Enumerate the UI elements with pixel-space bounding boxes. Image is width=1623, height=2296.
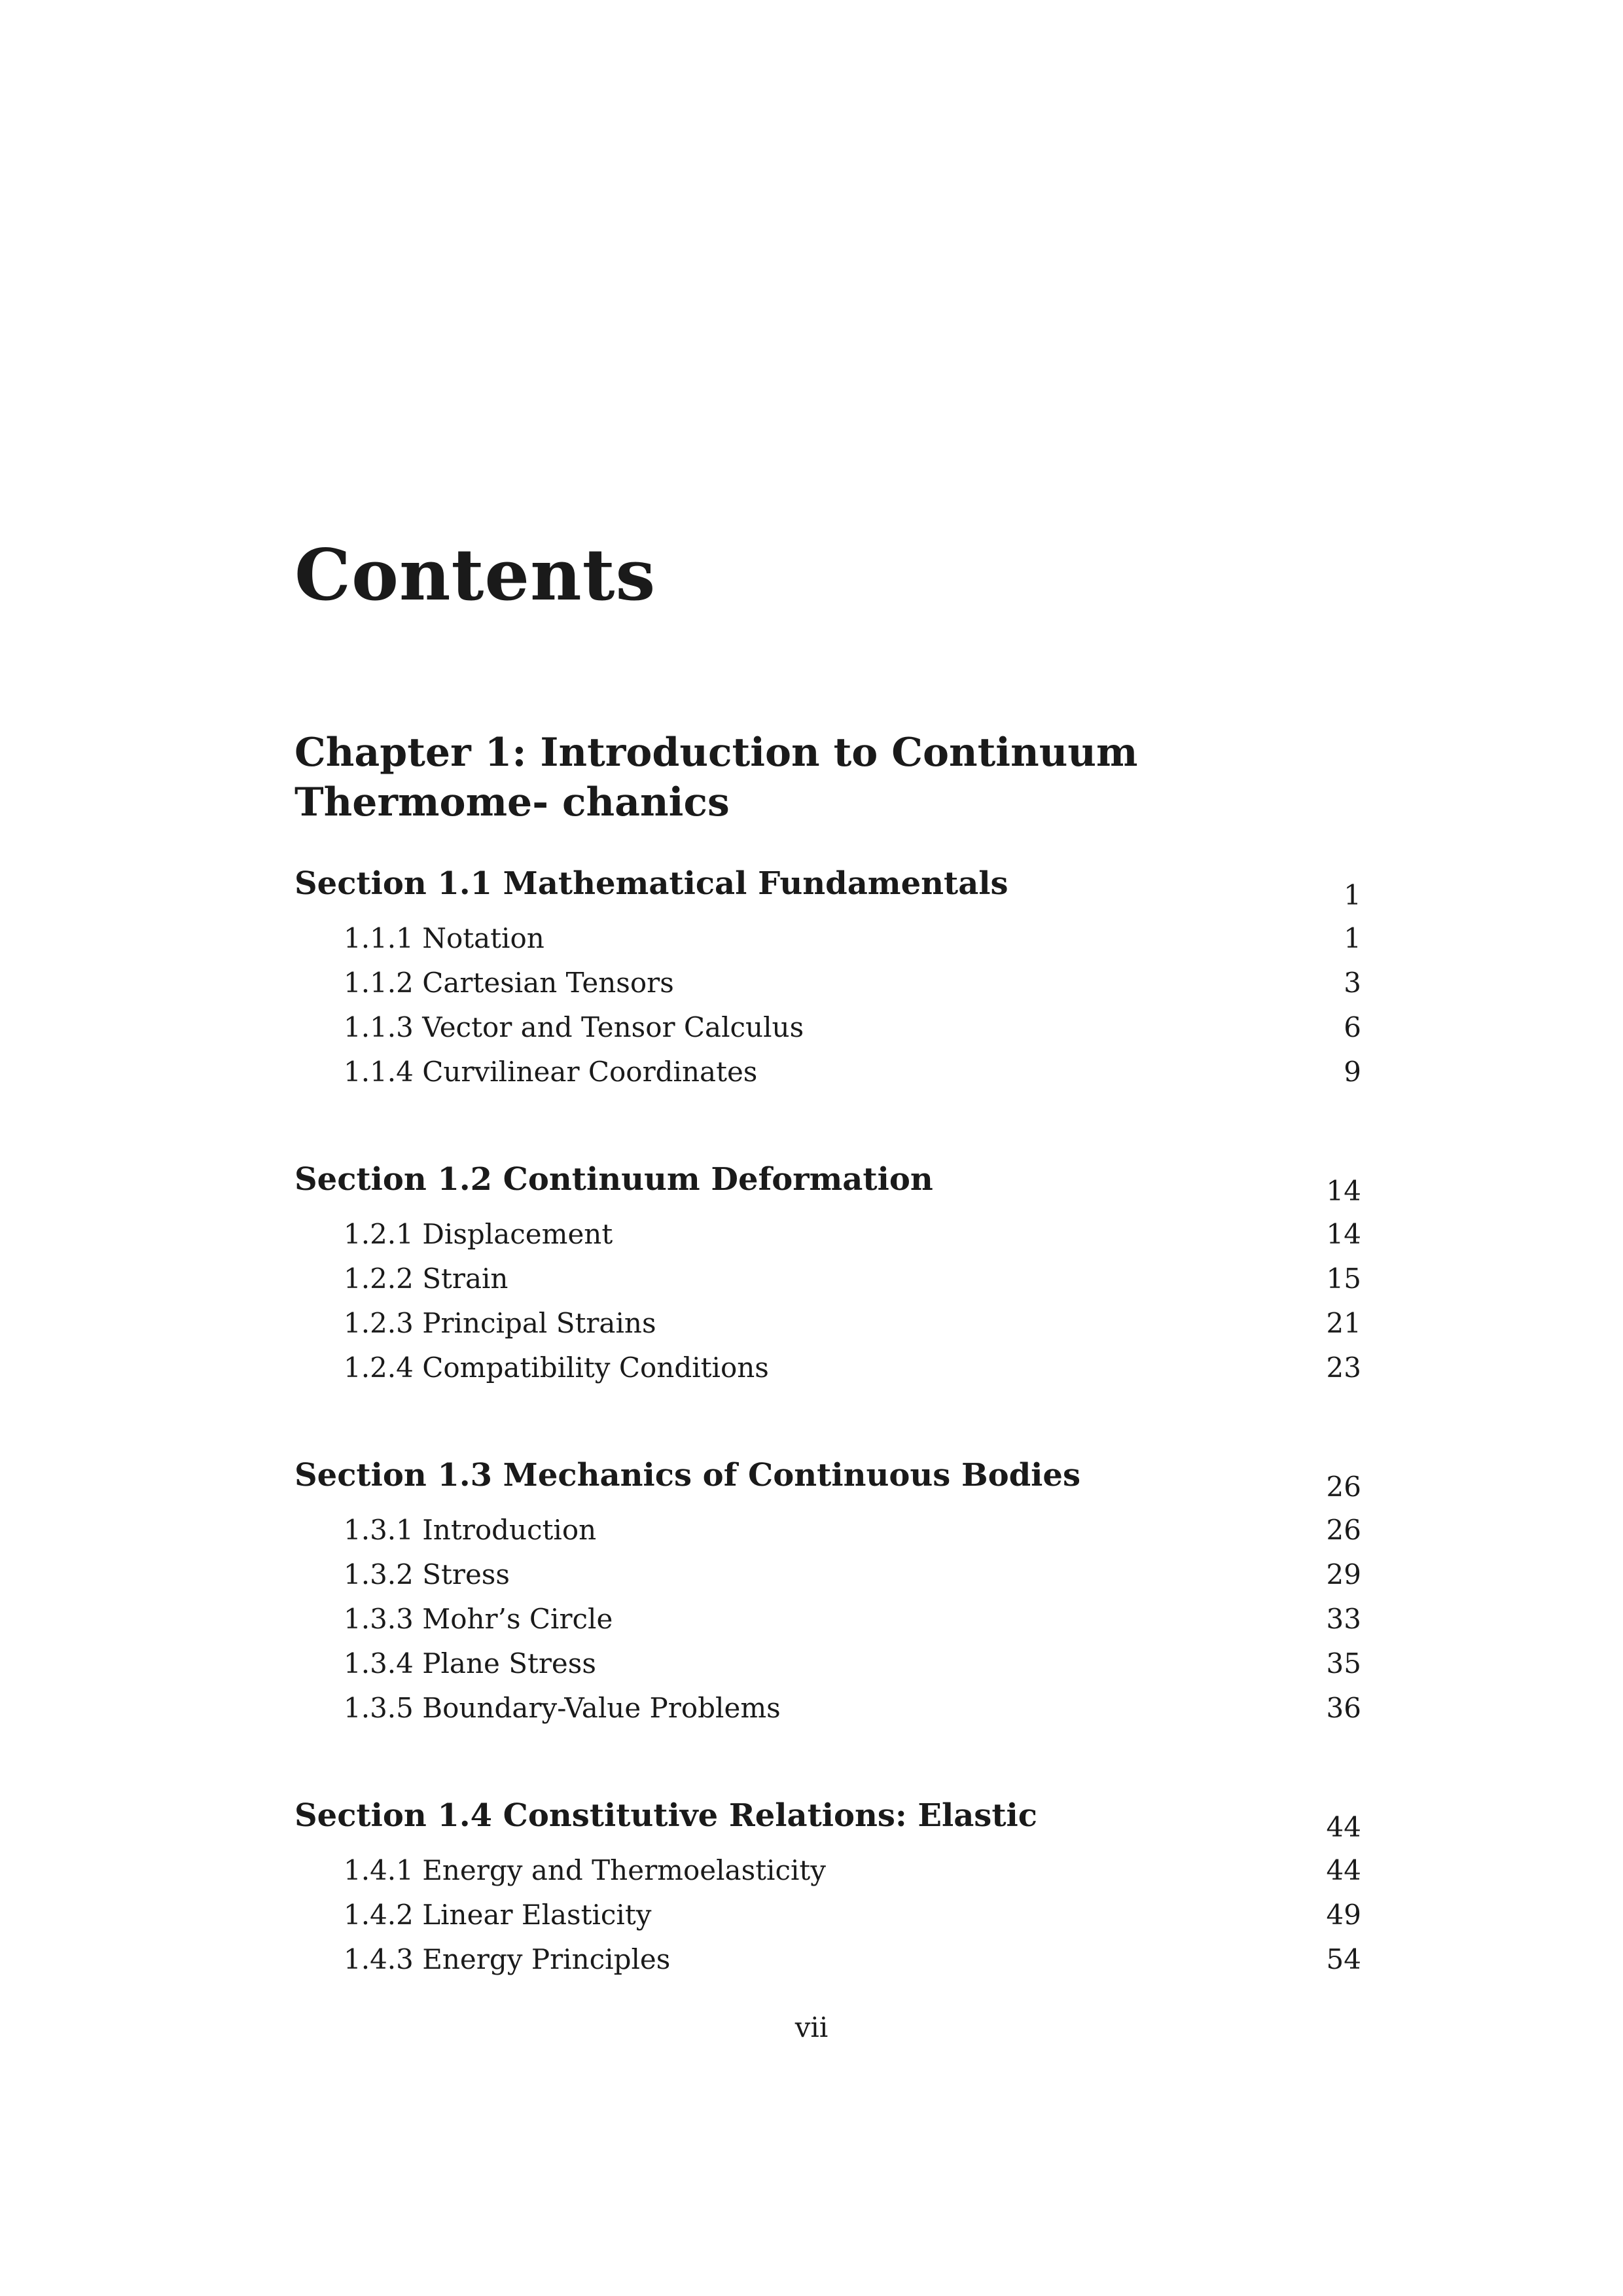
section-page-number: 26 [1326,1471,1361,1503]
toc-entry[interactable] [294,1052,1361,1097]
toc-entry-page: 21 [1326,1307,1361,1339]
toc-entry-label: 1.4.1 Energy and Thermoelasticity [344,1854,827,1886]
toc-entry[interactable] [294,1304,1361,1348]
section-title: Section 1.2 Continuum Deformation [294,1161,933,1198]
section-title: Section 1.3 Mechanics of Continuous Bodies [294,1457,1080,1494]
section-page-number: 14 [1326,1175,1361,1207]
toc-entry[interactable] [294,1689,1361,1733]
toc-entry[interactable] [294,1555,1361,1600]
toc-entry-page: 33 [1326,1603,1361,1635]
toc-entry-page: 44 [1326,1854,1361,1886]
section-heading[interactable] [294,864,1361,919]
toc-entry[interactable] [294,1215,1361,1259]
section-1-1 [294,864,1361,1097]
section-title: Section 1.4 Constitutive Relations: Elastic [294,1797,1037,1834]
toc-entry-page: 6 [1344,1011,1361,1043]
toc-entry-label: 1.1.4 Curvilinear Coordinates [344,1056,758,1088]
chapter-title: Chapter 1: Introduction to Continuum Thermome- chanics [294,730,1138,825]
section-page-number: 1 [1344,879,1361,911]
toc-entry[interactable] [294,1851,1361,1895]
toc-entry[interactable] [294,963,1361,1008]
toc-entry-label: 1.1.3 Vector and Tensor Calculus [344,1011,804,1043]
section-1-4 [294,1796,1361,1984]
toc-entry[interactable] [294,1940,1361,1984]
section-page-number: 44 [1326,1811,1361,1843]
section-heading[interactable] [294,1796,1361,1851]
toc-entry[interactable] [294,1348,1361,1393]
toc-entry[interactable] [294,1600,1361,1644]
section-1-3 [294,1456,1361,1733]
toc-entry-page: 9 [1344,1056,1361,1088]
toc-entry-page: 26 [1326,1514,1361,1546]
toc-entry-page: 29 [1326,1558,1361,1590]
toc-entry-label: 1.3.5 Boundary-Value Problems [344,1692,781,1724]
toc-entry[interactable] [294,1259,1361,1304]
toc-entry-label: 1.2.4 Compatibility Conditions [344,1352,769,1384]
page-title: Contents [294,534,656,617]
toc-entry-page: 15 [1326,1263,1361,1295]
toc-entry-label: 1.3.3 Mohr’s Circle [344,1603,613,1635]
toc-entry-label: 1.2.3 Principal Strains [344,1307,656,1339]
toc-entry-label: 1.3.1 Introduction [344,1514,597,1546]
toc-entry[interactable] [294,1008,1361,1052]
toc-entry-page: 23 [1326,1352,1361,1384]
toc-entry[interactable] [294,1895,1361,1940]
toc-entry-label: 1.4.3 Energy Principles [344,1943,671,1975]
toc-entry-page: 1 [1344,922,1361,954]
section-heading[interactable] [294,1160,1361,1215]
toc-entry-label: 1.2.1 Displacement [344,1218,613,1250]
section-title: Section 1.1 Mathematical Fundamentals [294,865,1008,902]
toc-entry-label: 1.3.4 Plane Stress [344,1647,596,1679]
toc-entry[interactable] [294,1644,1361,1689]
toc-entry-label: 1.1.1 Notation [344,922,544,954]
toc-entry-label: 1.4.2 Linear Elasticity [344,1899,652,1931]
toc-entry-label: 1.2.2 Strain [344,1263,508,1295]
toc-entry-label: 1.3.2 Stress [344,1558,510,1590]
toc-entry-page: 49 [1326,1899,1361,1931]
toc-entry[interactable] [294,919,1361,963]
page-folio: vii [794,2011,829,2043]
toc-entry-page: 54 [1326,1943,1361,1975]
section-heading[interactable] [294,1456,1361,1511]
toc-entry[interactable] [294,1511,1361,1555]
toc-entry-page: 36 [1326,1692,1361,1724]
toc-entry-page: 35 [1326,1647,1361,1679]
toc-entry-label: 1.1.2 Cartesian Tensors [344,967,674,999]
toc-entry-page: 3 [1344,967,1361,999]
section-1-2 [294,1160,1361,1393]
toc-entry-page: 14 [1326,1218,1361,1250]
